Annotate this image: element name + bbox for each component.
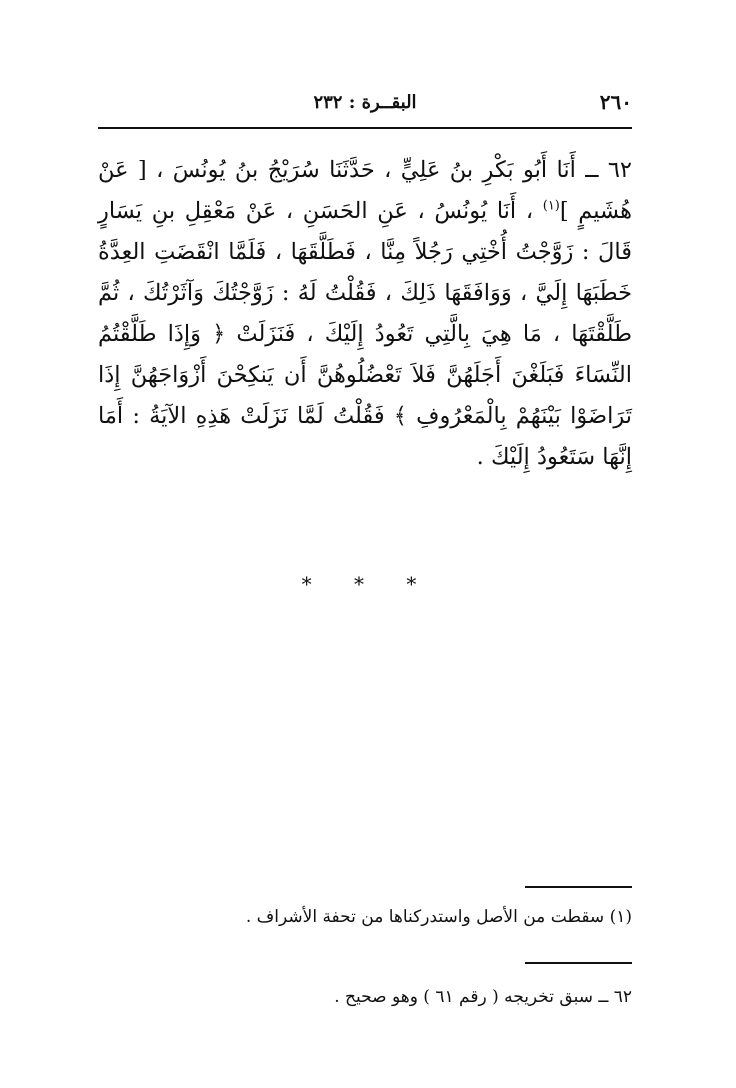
- hadith-paragraph: [98, 150, 632, 478]
- footnote-reference: (١): [542, 198, 560, 214]
- header-rule: [98, 127, 632, 129]
- footnote-2: ٦٢ ــ سبق تخريجه ( رقم ٦١ ) وهو صحيح .: [334, 987, 632, 1007]
- hadith-text-start: ٦٢ ــ أَنَا أَبُو بَكْرِ بنُ عَلِيٍّ ، حَدَّثَنَا سُرَيْجُ بنُ يُونُسَ ، [ عَنْ هُشَيمٍ ]: [98, 157, 632, 224]
- footnote-rule: [525, 886, 632, 888]
- footnote-rule: [525, 962, 632, 964]
- running-title: البقــرة : ٢٣٢: [313, 92, 417, 113]
- page-number: ٢٦٠: [599, 90, 632, 114]
- section-separator: * * *: [301, 572, 435, 596]
- hadith-text-rest: ، أَنَا يُونُسُ ، عَنِ الحَسَنِ ، عَنْ مَعْقِلِ بنِ يَسَارٍ قَالَ : زَوَّجْتُ أُخْتِي رَجُلاً مِنَّا ، فَطَلَّقَهَا ، فَلَمَّا انْقَضَتِ العِدَّةُ خَطَبَهَا إِلَيَّ ، وَوَافَقَهَا ذَلِكَ ، فَقُلْتُ لَهُ : زَوَّجْتُكَ وَآثَرْتُكَ ، ثُمَّ طَلَّقْتَهَا ، مَا هِيَ بِالَّتِي تَعُودُ إِلَيْكَ ، فَنَزَلَتْ ﴿ وَإِذَا طَلَّقْتُمُ النِّسَاءَ فَبَلَغْنَ أَجَلَهُنَّ فَلاَ تَعْضُلُوهُنَّ أَن يَنكِحْنَ أَزْوَاجَهُنَّ إِذَا تَرَاضَوْا بَيْنَهُمْ بِالْمَعْرُوفِ ﴾ فَقُلْتُ لَمَّا نَزَلَتْ هَذِهِ الآيَةُ : أَمَا إِنَّهَا سَتَعُودُ إِلَيْكَ .: [98, 198, 632, 470]
- hadith-body: [98, 150, 632, 478]
- page-header: [98, 90, 632, 120]
- footnote-1: (١) سقطت من الأصل واستدركناها من تحفة الأشراف .: [245, 907, 632, 927]
